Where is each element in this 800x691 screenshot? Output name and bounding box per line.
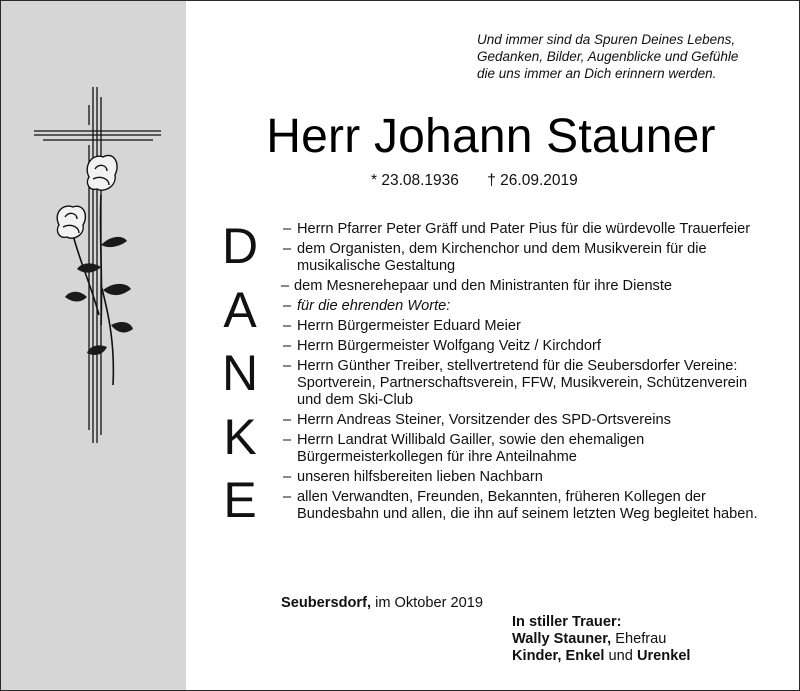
list-item-text: dem Organisten, dem Kirchenchor und dem Musikverein für die musikalische Gestaltung [297,241,707,274]
danke-vertical-word [215,215,265,533]
list-item [281,241,761,275]
wife-role: Ehefrau [615,631,667,647]
list-item [281,469,761,486]
thanks-list [281,221,761,526]
danke-letter: K [223,408,257,465]
list-dash: – [283,358,292,374]
life-dates [371,171,578,191]
list-item-text: allen Verwandten, Freunden, Bekannten, früheren Kollegen der Bundesbahn und allen, die ihn auf seinem letzten Weg begleitet haben. [297,489,758,522]
list-item-text: Herrn Andreas Steiner, Vorsitzender des SPD-Ortsvereins [297,412,671,428]
wife-name: Wally Stauner, [512,631,612,647]
list-dash: – [283,221,292,237]
list-item-text: dem Mesnerehepaar und den Ministranten für ihre Dienste [294,278,673,294]
family-b: Urenkel [636,648,691,664]
list-dash: – [283,489,292,505]
list-dash: – [283,241,292,257]
family-and: und [608,648,633,664]
list-dash: – [283,318,292,334]
list-item [281,358,761,409]
list-item [281,338,761,355]
list-dash: – [283,412,292,428]
death-date: † 26.09.2019 [487,172,578,189]
list-dash: – [283,338,292,354]
place-date: im Oktober 2019 [375,595,483,611]
list-item [281,318,761,335]
list-item [281,221,761,238]
quote-line: Und immer sind da Spuren Deines Lebens, [477,32,736,47]
place-and-date [281,595,483,611]
mourners-heading: In stiller Trauer: [512,614,622,630]
danke-letter: D [221,218,259,274]
list-dash: – [281,278,290,294]
list-dash: – [283,298,292,314]
list-item-text: Herrn Günther Treiber, stellvertretend für die Seubersdorfer Vereine: Sportverein, Partnerschaftsverein, FFW, Musikverein, Schützenverein und dem Ski-Club [297,358,748,408]
list-item [281,489,761,523]
list-item-text: Herrn Landrat Willibald Gailler, sowie den ehemaligen Bürgermeisterkollegen für ihre Anteilnahme [297,432,645,465]
list-item-text: Herrn Pfarrer Peter Gräff und Pater Pius für die würdevolle Trauerfeier [297,221,751,237]
left-panel [1,1,186,690]
deceased-name: Herr Johann Stauner [266,110,716,163]
danke-letter: A [223,281,257,338]
quote-line: die uns immer an Dich erinnern werden. [477,66,717,81]
list-item [281,412,761,429]
quote-line: Gedanken, Bilder, Augenblicke und Gefühle [477,49,739,64]
list-item-text: Herrn Bürgermeister Eduard Meier [297,318,521,334]
danke-letter: N [221,345,259,401]
list-item [281,278,761,295]
mourners-block [512,614,691,665]
list-dash: – [283,469,292,485]
memorial-quote [477,31,777,82]
place-town: Seubersdorf, [281,595,372,611]
list-item [281,432,761,466]
list-dash: – [283,432,292,448]
list-item-text: unseren hilfsbereiten lieben Nachbarn [297,469,543,485]
list-item-text: für die ehrenden Worte: [297,298,451,314]
danke-letter: E [223,472,257,528]
family-a: Kinder, Enkel [512,648,605,664]
birth-date: * 23.08.1936 [371,172,459,189]
cross-with-rose-icon [31,85,171,445]
list-item [281,298,761,315]
list-item-text: Herrn Bürgermeister Wolfgang Veitz / Kirchdorf [297,338,601,354]
